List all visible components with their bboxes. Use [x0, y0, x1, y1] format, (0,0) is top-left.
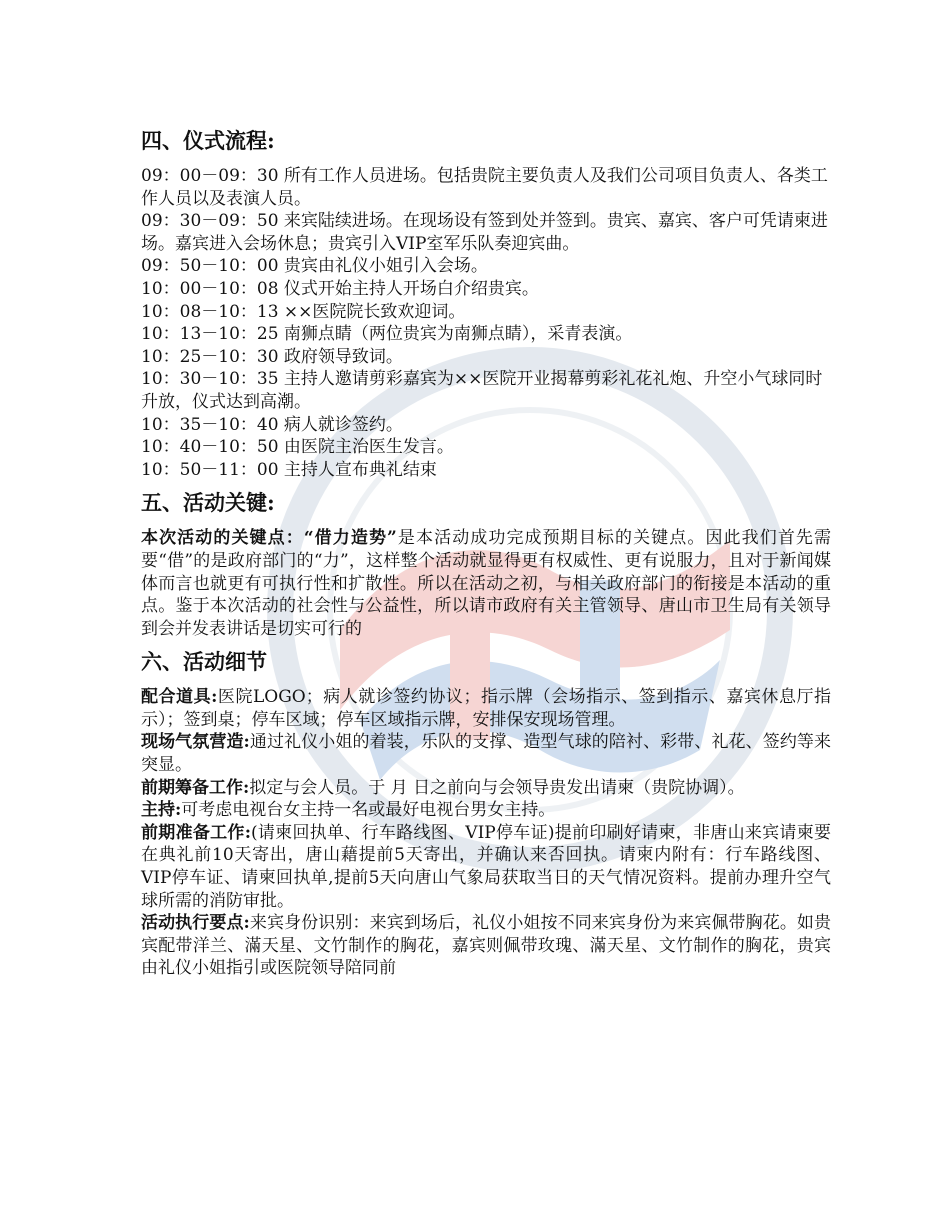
detail-text: 可考虑电视台女主持一名或最好电视台男女主持。: [181, 800, 556, 821]
detail-label: 主持:: [141, 800, 182, 821]
detail-label: 活动执行要点:: [141, 913, 250, 934]
detail-item: [141, 799, 831, 822]
section-heading-ceremony-flow: 四、仪式流程:: [141, 128, 275, 153]
section-heading-key-points: 五、活动关键:: [141, 490, 275, 516]
schedule-item: 10：40－10：50 由医院主治医生发言。: [141, 437, 454, 458]
detail-item: [141, 822, 831, 912]
section-heading-details: 六、活动细节: [141, 649, 267, 675]
detail-text: 来宾身份识别：来宾到场后，礼仪小姐按不同来宾身份为来宾佩带胸花。如贵宾配带洋兰、滿天星、文竹制作的胸花，嘉宾则佩带玫瑰、滿天星、文竹制作的胸花，贵宾由礼仪小姐指引或医院领导陪同前: [141, 913, 832, 979]
schedule-item: 10：50－11：00 主持人宣布典礼结束: [141, 459, 437, 480]
detail-item: [141, 912, 831, 980]
key-point-body: 是本活动成功完成预期目标的关键点。因此我们首先需要“借”的是政府部门的“力”，这样整个活动就显得更有权威性、更有说服力，且对于新闻媒体而言也就更有可执行性和扩散性。所以在活动之初，与相关政府部门的衔接是本活动的重点。鉴于本次活动的社会性与公益性，所以请市政府有关主管领导、唐山市卫生局有关领导到会并发表讲话是切实可行的: [141, 528, 831, 639]
schedule-item: 10：30－10：35 主持人邀请剪彩嘉宾为××医院开业揭幕剪彩礼花礼炮、升空小气球同时升放，仪式达到高潮。: [141, 369, 823, 412]
schedule-item: 09：50－10：00 贵宾由礼仪小姐引入会场。: [141, 256, 488, 277]
detail-item: [141, 731, 831, 776]
document-page: [141, 125, 831, 980]
schedule-item: 10：08－10：13 ××医院院长致欢迎词。: [141, 301, 466, 322]
schedule-item: 09：30－09：50 来宾陆续进场。在现场设有签到处并签到。贵宾、嘉宾、客户可凭请柬进场。嘉宾进入会场休息；贵宾引入VIP室军乐队奏迎宾曲。: [141, 211, 828, 254]
schedule-item: 10：00－10：08 仪式开始主持人开场白介绍贵宾。: [141, 278, 539, 299]
detail-label: 现场气氛营造:: [141, 732, 250, 753]
detail-label: 配合道具:: [141, 687, 218, 708]
detail-text: 通过礼仪小姐的着装，乐队的支撑、造型气球的陪衬、彩带、礼花、签约等来突显。: [141, 732, 832, 776]
detail-text: 医院LOGO；病人就诊签约协议；指示牌（会场指示、签到指示、嘉宾休息厅指示）；签到桌；停车区域；停车区域指示牌，安排保安现场管理。: [141, 687, 831, 730]
detail-item: [141, 777, 831, 800]
schedule-item: 10：35－10：40 病人就诊签约。: [141, 414, 403, 435]
schedule-list: [141, 165, 831, 481]
detail-item: [141, 686, 831, 731]
schedule-item: 09：00－09：30 所有工作人员进场。包括贵院主要负责人及我们公司项目负责人、各类工作人员以及表演人员。: [141, 166, 828, 209]
schedule-item: 10：25－10：30 政府领导致词。: [141, 346, 403, 367]
key-point-paragraph: [141, 527, 831, 640]
detail-text: 拟定与会人员。于 月 日之前向与会领导贵发出请柬（贵院协调）。: [249, 777, 745, 798]
detail-text: (请柬回执单、行车路线图、VIP停车证)提前印刷好请柬，非唐山来宾请柬要在典礼前10天寄出，唐山藉提前5天寄出，并确认来否回执。请柬内附有：行车路线图、VIP停车证、请柬回执单,提前5天向唐山气象局获取当日的天气情况资料。提前办理升空气球所需的消防审批。: [141, 822, 831, 911]
schedule-item: 10：13－10：25 南狮点睛（两位贵宾为南狮点睛），采青表演。: [141, 324, 633, 345]
detail-label: 前期筹备工作:: [141, 777, 250, 798]
detail-label: 前期准备工作:: [141, 822, 251, 843]
key-point-lead: 本次活动的关键点：“借力造势”: [141, 528, 397, 549]
